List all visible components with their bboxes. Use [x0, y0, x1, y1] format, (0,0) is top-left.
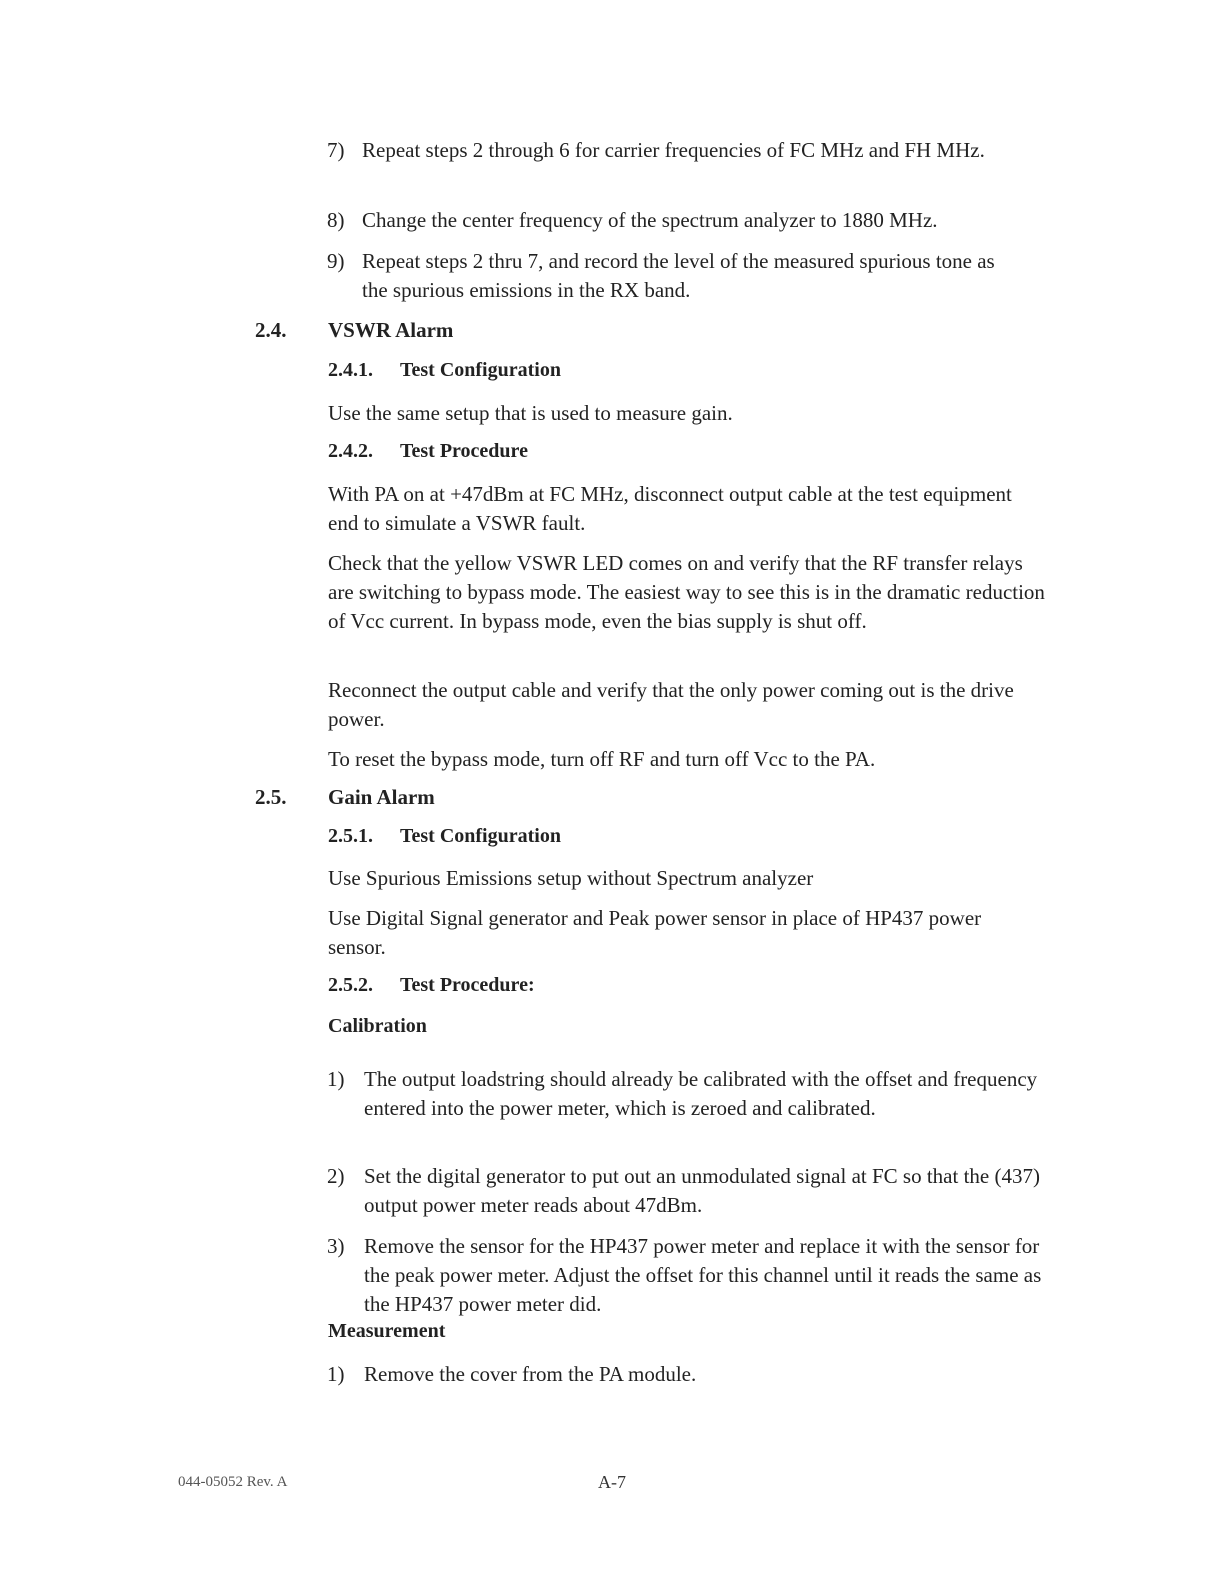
list-text: The output loadstring should already be calibrated with the offset and frequency entered into the power meter, which is zeroed and calibrated.	[364, 1067, 1038, 1120]
list-text: Change the center frequency of the spectrum analyzer to 1880 MHz.	[362, 208, 938, 232]
section-title: Gain Alarm	[328, 785, 435, 809]
paragraph: Use the same setup that is used to measure gain.	[328, 401, 733, 425]
list-number: 2)	[327, 1164, 345, 1188]
list-number: 1)	[327, 1067, 345, 1091]
subsection-title: Test Configuration	[400, 359, 561, 381]
paragraph: Check that the yellow VSWR LED comes on and verify that the RF transfer relays are switching to bypass mode. The easiest way to see this is in the dramatic reduction of Vcc current. In bypass mode, even the bias supply is shut off.	[328, 551, 1045, 633]
measurement-heading: Measurement	[328, 1320, 446, 1342]
section-number: 2.5.	[255, 785, 287, 809]
list-text: Remove the cover from the PA module.	[364, 1362, 697, 1386]
paragraph: To reset the bypass mode, turn off RF and turn off Vcc to the PA.	[328, 747, 876, 771]
list-number: 3)	[327, 1234, 345, 1258]
list-number: 7)	[327, 138, 345, 162]
subsection-title: Test Procedure:	[400, 974, 535, 996]
subsection-title: Test Procedure	[400, 440, 528, 462]
paragraph: With PA on at +47dBm at FC MHz, disconnect output cable at the test equipment end to simulate a VSWR fault.	[328, 482, 1012, 535]
list-number: 8)	[327, 208, 345, 232]
footer-page-number: A-7	[598, 1472, 626, 1492]
paragraph: Use Digital Signal generator and Peak power sensor in place of HP437 power sensor.	[328, 906, 982, 959]
subsection-number: 2.4.1.	[328, 359, 373, 381]
subsection-number: 2.5.1.	[328, 825, 373, 847]
list-text: Repeat steps 2 thru 7, and record the level of the measured spurious tone as the spurious emissions in the RX band.	[362, 249, 995, 302]
subsection-number: 2.5.2.	[328, 974, 373, 996]
list-text: Remove the sensor for the HP437 power meter and replace it with the sensor for the peak power meter. Adjust the offset for this channel until it reads the same as the HP437 power meter did.	[364, 1234, 1042, 1316]
list-text: Set the digital generator to put out an unmodulated signal at FC so that the (437) output power meter reads about 47dBm.	[364, 1164, 1040, 1217]
paragraph: Use Spurious Emissions setup without Spectrum analyzer	[328, 866, 814, 890]
subsection-title: Test Configuration	[400, 825, 561, 847]
footer-doc-id: 044-05052 Rev. A	[178, 1474, 288, 1490]
calibration-heading: Calibration	[328, 1015, 427, 1037]
section-title: VSWR Alarm	[328, 318, 454, 342]
list-number: 9)	[327, 249, 345, 273]
subsection-number: 2.4.2.	[328, 440, 373, 462]
list-text: Repeat steps 2 through 6 for carrier frequencies of FC MHz and FH MHz.	[362, 138, 985, 162]
list-number: 1)	[327, 1362, 345, 1386]
section-number: 2.4.	[255, 318, 287, 342]
paragraph: Reconnect the output cable and verify that the only power coming out is the drive power.	[328, 678, 1014, 731]
